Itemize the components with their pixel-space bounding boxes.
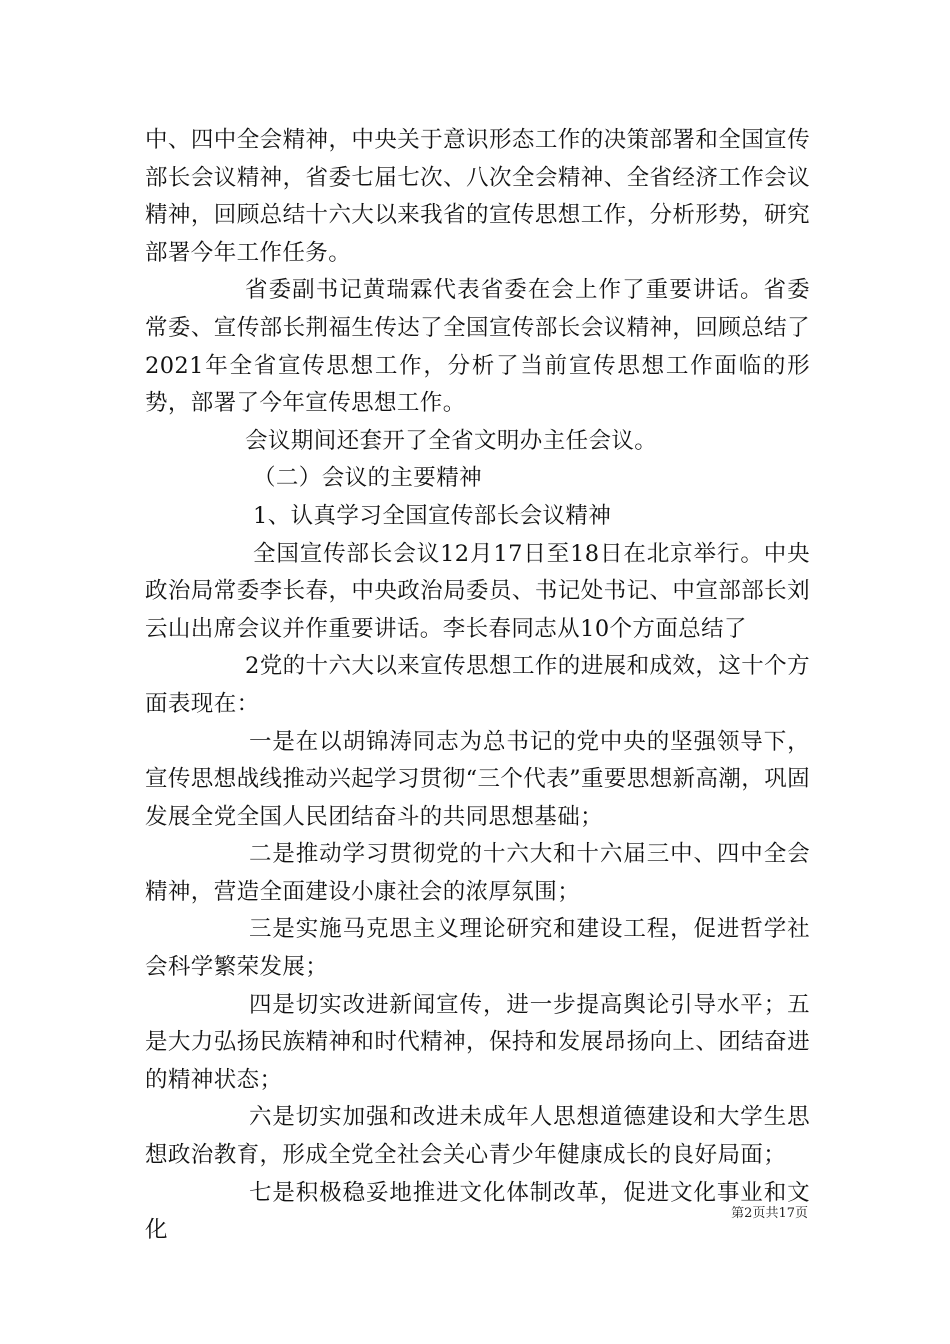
paragraph-national-meeting: 全国宣传部长会议12月17日至18日在北京举行。中央政治局常委李长春，中央政治局委员、书记处书记、中宣部部长刘云山出席会议并作重要讲话。李长春同志从10个方面总结了 xyxy=(145,540,810,642)
paragraph-item-one: 一是在以胡锦涛同志为总书记的党中央的坚强领导下，宣传思想战线推动兴起学习贯彻“三个代表”重要思想新高潮，巩固发展全党全国人民团结奋斗的共同思想基础； xyxy=(145,728,811,830)
paragraph-item-three: 三是实施马克思主义理论研究和建设工程，促进哲学社会科学繁荣发展； xyxy=(145,916,810,981)
document-body xyxy=(145,122,810,1250)
paragraph-item-six: 六是切实加强和改进未成年人思想道德建设和大学生思想政治教育，形成全党全社会关心青少年健康成长的良好局面； xyxy=(145,1104,810,1169)
paragraph-speech: 省委副书记黄瑞霖代表省委在会上作了重要讲话。省委常委、宣传部长荆福生传达了全国宣传部长会议精神，回顾总结了2021年全省宣传思想工作，分析了当前宣传思想工作面临的形势，部署了今年宣传思想工作。 xyxy=(145,277,810,417)
paragraph-item-two: 二是推动学习贯彻党的十六大和十六届三中、四中全会精神，营造全面建设小康社会的浓厚氛围； xyxy=(145,841,810,905)
paragraph-item-seven: 七是积极稳妥地推进文化体制改革，促进文化事业和文化 xyxy=(145,1179,810,1244)
subheading-study-national-meeting: 1、认真学习全国宣传部长会议精神 xyxy=(253,502,612,529)
paragraph-meeting-summary: 中、四中全会精神，中央关于意识形态工作的决策部署和全国宣传部长会议精神，省委七届七次、八次全会精神、全省经济工作会议精神，回顾总结十六大以来我省的宣传思想工作，分析形势，研究部署今年工作任务。 xyxy=(145,127,810,266)
paragraph-item-four-five: 四是切实改进新闻宣传，进一步提高舆论引导水平；五是大力弘扬民族精神和时代精神，保持和发展昂扬向上、团结奋进的精神状态； xyxy=(145,991,810,1093)
paragraph-ten-aspects: 2党的十六大以来宣传思想工作的进展和成效，这十个方面表现在： xyxy=(145,653,810,717)
page-number-footer: 第2页共17页 xyxy=(731,1206,808,1221)
paragraph-civilization-office: 会议期间还套开了全省文明办主任会议。 xyxy=(245,427,658,454)
section-heading-main-spirit: （二）会议的主要精神 xyxy=(253,465,483,492)
